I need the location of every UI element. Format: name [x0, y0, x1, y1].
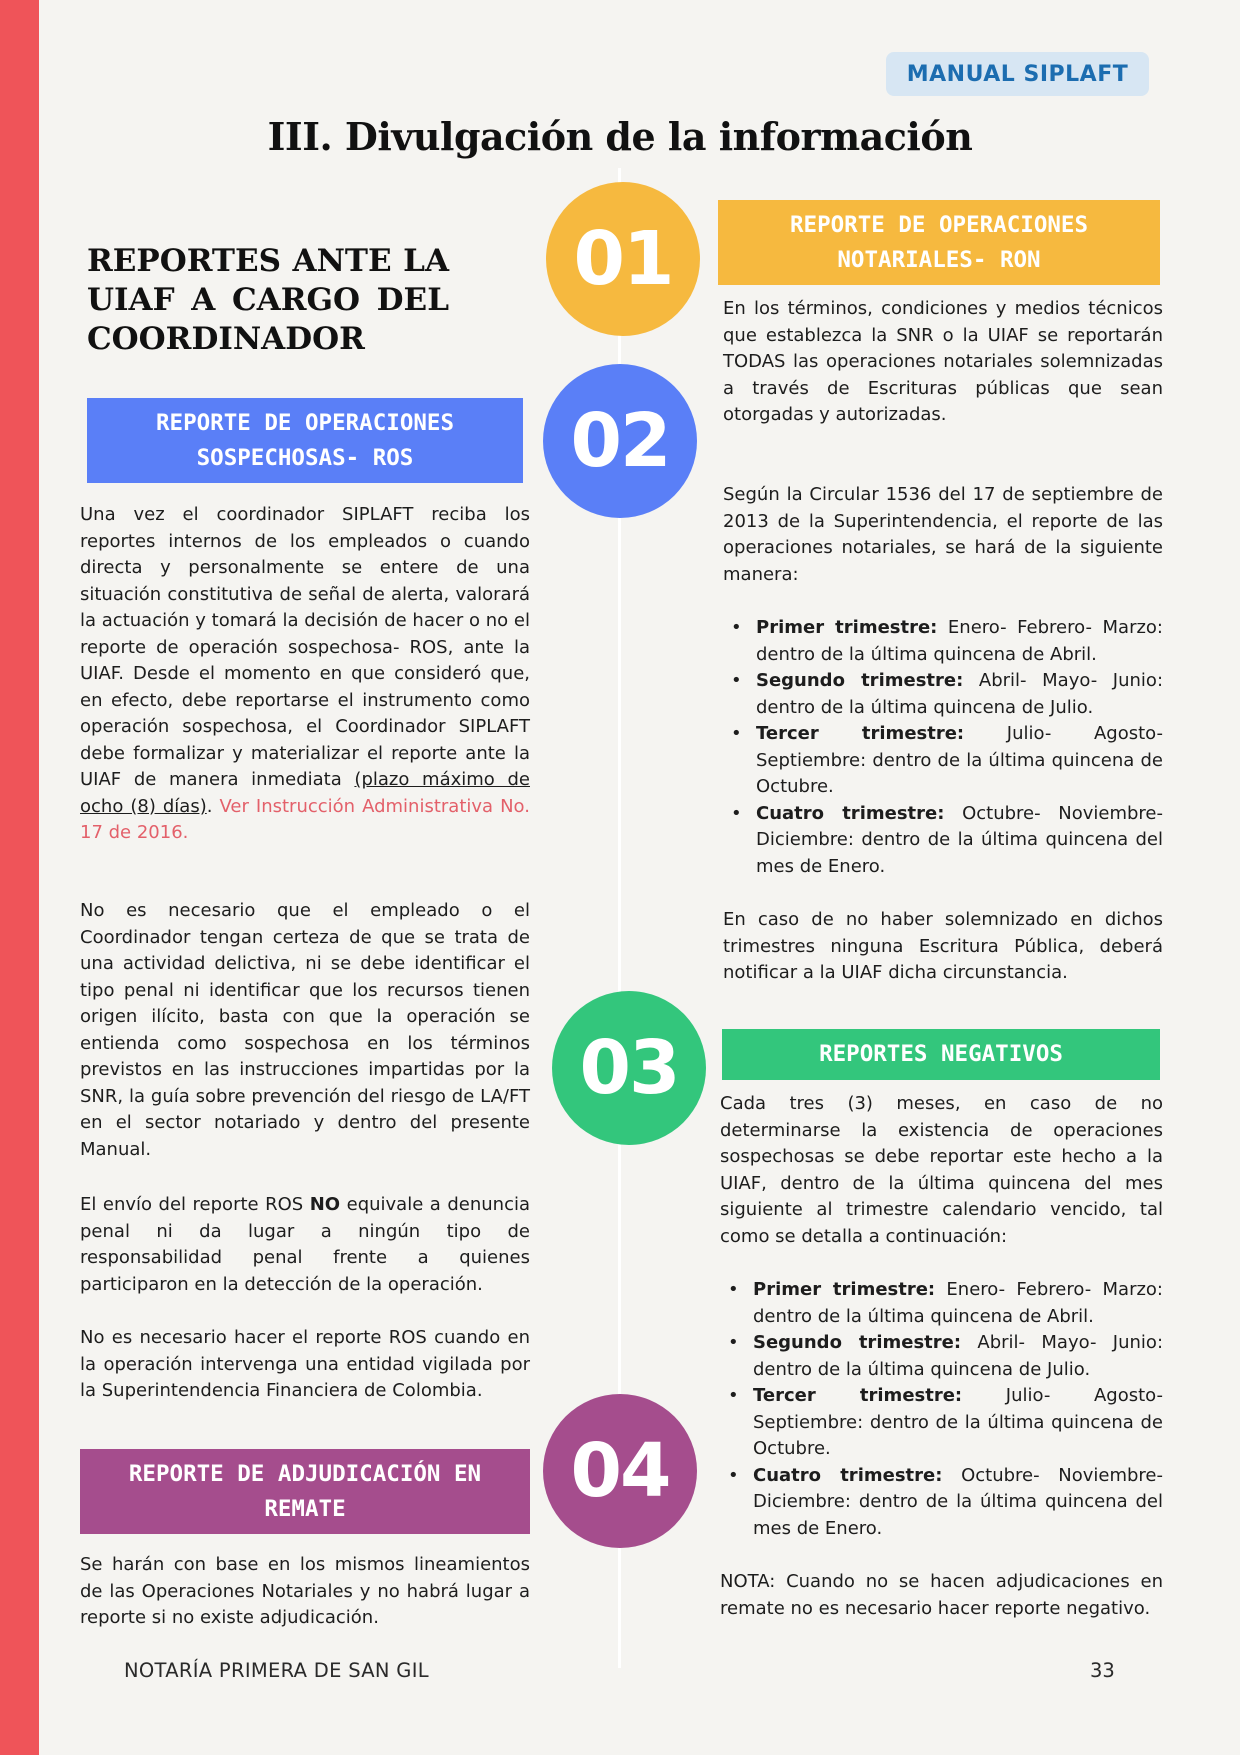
ron-tag-line-1: REPORTE DE OPERACIONES — [789, 211, 1088, 238]
list-item — [723, 721, 1163, 801]
list-item-text: Enero- Febrero- Marzo: dentro de la última quincena de Abril. — [756, 617, 1163, 665]
list-item-label: Primer trimestre: — [756, 617, 938, 638]
list-item-text: Julio- Agosto- Septiembre: dentro de la última quincena de Octubre. — [753, 1385, 1163, 1459]
manual-badge: MANUAL SIPLAFT — [886, 52, 1149, 96]
ros-paragraph-4: No es necesario hacer el reporte ROS cuando en la operación intervenga una entidad vigilada por la Superintendencia Financiera de Colombia. — [80, 1327, 530, 1401]
ros-paragraph-1 — [80, 502, 530, 847]
list-item-label: Segundo trimestre: — [756, 670, 964, 691]
page-title: III. Divulgación de la información — [267, 114, 973, 159]
instruction-reference: Ver Instrucción Administrativa No. 17 de 2016. — [80, 795, 530, 843]
step-circle-01: 01 — [546, 182, 700, 336]
negativos-paragraph: Cada tres (3) meses, en caso de no determinarse la existencia de operaciones sospechosas se debe reportar este hecho a la UIAF, dentro de la última quincena del mes siguiente al trimestre calendario vencido, tal como se detalla a continuación: — [720, 1093, 1163, 1247]
ron-tag — [718, 200, 1160, 285]
remate-tag — [80, 1449, 530, 1534]
ron-paragraph-1: En los términos, condiciones y medios técnicos que establezca la SNR o la UIAF se reportarán TODAS las operaciones notariales solemnizadas a través de Escrituras públicas que sean otorgadas y autorizadas. — [723, 298, 1163, 425]
list-item-text: Julio- Agosto- Septiembre: dentro de la última quincena de Octubre. — [756, 723, 1163, 797]
ron-tag-line-2: NOTARIALES- RON — [837, 246, 1041, 273]
page-number: 33 — [1090, 1659, 1115, 1682]
ros-paragraph-1-text: Una vez el coordinador SIPLAFT reciba los reportes internos de los empleados o cuando directa y personalmente se entere de una situación constitutiva de señal de alerta, valorará la actuación y tomará la decisión de hacer o no el reporte de operación sospechosa- ROS, ante la UIAF. Desde el momento en que consideró que, en efecto, debe reportarse el instrumento como operación sospechosa, el Coordinador SIPLAFT debe formalizar y materializar el reporte ante la UIAF de manera inmediata — [80, 504, 530, 790]
ros-paragraph-3 — [80, 1192, 530, 1298]
list-item-label: Primer trimestre: — [753, 1279, 936, 1300]
ros-paragraph-1-after: . — [206, 795, 220, 817]
list-item-text: Octubre- Noviembre- Diciembre: dentro de la última quincena del mes de Enero. — [756, 802, 1163, 877]
list-item-label: Tercer trimestre: — [756, 723, 965, 744]
step-circle-02: 02 — [543, 364, 697, 518]
list-item-text: Abril- Mayo- Junio: dentro de la última quincena de Julio. — [753, 1332, 1164, 1380]
remate-tag-line-1: REPORTE DE ADJUDICACIÓN EN — [128, 1460, 482, 1487]
list-item-text: Enero- Febrero- Marzo: dentro de la última quincena de Abril. — [753, 1279, 1163, 1327]
remate-tag-line-2: REMATE — [264, 1495, 346, 1522]
step-circle-03: 03 — [552, 991, 706, 1145]
ros-paragraph-3-bold: NO — [309, 1194, 341, 1215]
ron-paragraph-3: En caso de no haber solemnizado en dichos trimestres ninguna Escritura Pública, deberá notificar a la UIAF dicha circunstancia. — [723, 909, 1163, 983]
ros-deadline-text: (plazo máximo de ocho (8) días) — [80, 769, 530, 817]
list-item-label: Tercer trimestre: — [753, 1385, 963, 1406]
ron-paragraph-2: Según la Circular 1536 del 17 de septiembre de 2013 de la Superintendencia, el reporte de las operaciones notariales, se hará de la siguiente manera: — [723, 484, 1163, 585]
negativos-tag: REPORTES NEGATIVOS — [722, 1029, 1160, 1080]
section-heading: REPORTES ANTE LA UIAF A CARGO DEL COORDINADOR — [87, 243, 449, 357]
list-item-label: Cuatro trimestre: — [753, 1464, 943, 1486]
ros-tag-line-1: REPORTE DE OPERACIONES — [155, 409, 454, 436]
side-accent-bar — [0, 0, 39, 1755]
list-item — [720, 1330, 1163, 1383]
ros-tag-line-2: SOSPECHOSAS- ROS — [196, 444, 414, 471]
list-item — [720, 1277, 1163, 1330]
list-item-text: Octubre- Noviembre- Diciembre: dentro de la última quincena del mes de Enero. — [753, 1464, 1163, 1539]
ros-paragraph-3-after: equivale a denuncia penal ni da lugar a ningún tipo de responsabilidad penal frente a quienes participaron en la detección de la operación. — [80, 1194, 530, 1295]
list-item — [723, 801, 1163, 881]
ros-paragraph-2: No es necesario que el empleado o el Coordinador tengan certeza de que se trata de una actividad delictiva, ni se debe identificar el tipo penal ni identificar que los recursos tienen origen ilícito, basta con que la operación se entienda como sospechosa en los términos previstos en las instrucciones impartidas por la SNR, la guía sobre prevención del riesgo de LA/FT en el sector notariado y dentro del presente Manual. — [80, 900, 530, 1160]
note-paragraph: NOTA: Cuando no se hacen adjudicaciones en remate no es necesario hacer reporte negativo. — [720, 1571, 1163, 1619]
list-item-label: Cuatro trimestre: — [756, 802, 945, 824]
list-item-text: Abril- Mayo- Junio: dentro de la última quincena de Julio. — [756, 670, 1164, 718]
list-item — [723, 615, 1163, 668]
ros-tag — [87, 398, 523, 483]
remate-paragraph: Se harán con base en los mismos lineamientos de las Operaciones Notariales y no habrá lugar a reporte si no existe adjudicación. — [80, 1554, 530, 1628]
ron-quarter-list — [723, 615, 1163, 880]
ros-paragraph-3-before: El envío del reporte ROS — [80, 1194, 310, 1215]
footer-organization: NOTARÍA PRIMERA DE SAN GIL — [124, 1659, 429, 1682]
list-item — [720, 1383, 1163, 1463]
step-circle-04: 04 — [543, 1394, 697, 1548]
list-item — [723, 668, 1163, 721]
list-item-label: Segundo trimestre: — [753, 1332, 962, 1353]
negativos-quarter-list — [720, 1277, 1163, 1542]
list-item — [720, 1463, 1163, 1543]
